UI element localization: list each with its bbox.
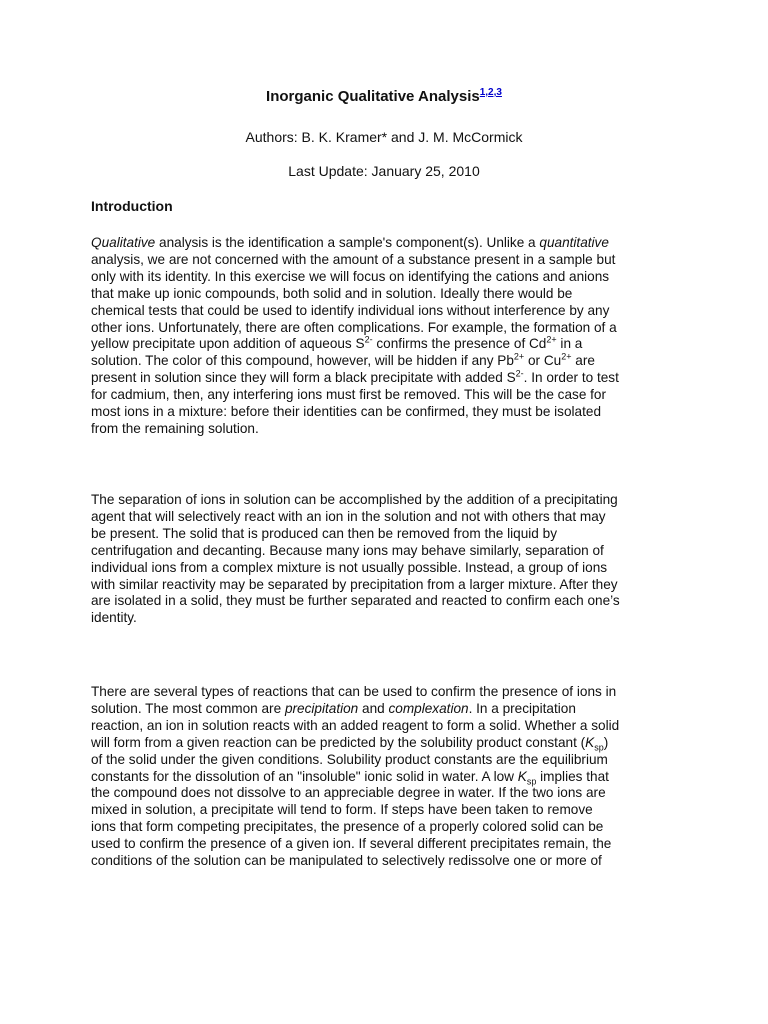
paragraph-line: only with its identity. In this exercise we will focus on identifying the cations and anions (91, 268, 610, 284)
paragraph-line: mixed in solution, a precipitate will tend to form. If steps have been taken to remove (91, 802, 593, 818)
text-run: present in solution since they will form a black precipitate with added S (91, 370, 516, 386)
text-run: solution. The most common are (91, 700, 285, 716)
superscript: 2+ (561, 351, 572, 362)
text-run: yellow precipitate upon addition of aqueous S (91, 336, 365, 352)
paragraph-line (91, 235, 691, 252)
paragraph-line: reaction, an ion in solution reacts with an added reagent to form a solid. Whether a solid (91, 717, 620, 733)
paragraph-line: for cadmium, then, any interfering ions must first be removed. This will be the case for (91, 387, 607, 403)
text-run: constants for the dissolution of an "insoluble" ionic solid in water. A low (91, 768, 518, 784)
paragraph-line (91, 370, 691, 387)
paragraph-line: from the remaining solution. (91, 420, 259, 436)
document-title (0, 88, 768, 105)
paragraph-line: be present. The solid that is produced can then be removed from the liquid by (91, 525, 557, 541)
subscript: sp (526, 776, 537, 787)
paragraph-line: with similar reactivity may be separated by precipitation from a larger mixture. After they (91, 576, 618, 592)
emphasis: K (585, 734, 595, 750)
paragraph-2 (91, 492, 691, 627)
text-run: confirms the presence of Cd (372, 336, 547, 352)
paragraph-line: chemical tests that could be used to identify individual ions without interference by any (91, 302, 610, 318)
paragraph-line: are isolated in a solid, they must be further separated and reacted to confirm each one’s (91, 593, 620, 609)
text-run: are (571, 353, 595, 369)
title-text: Inorganic Qualitative Analysis (266, 88, 480, 105)
text-run: analysis is the identification a sample's component(s). Unlike a (155, 235, 540, 250)
superscript: 2- (364, 334, 373, 345)
paragraph-line: conditions of the solution can be manipulated to selectively redissolve one or more of (91, 853, 602, 869)
text-run: solution. The color of this compound, however, will be hidden if any Pb (91, 353, 514, 369)
text-run: and (358, 700, 389, 716)
text-run: in a (556, 336, 583, 352)
section-heading: Introduction (91, 198, 173, 214)
emphasis: K (517, 768, 527, 784)
paragraph-line (91, 353, 691, 370)
paragraph-line: centrifugation and decanting. Because many ions may behave similarly, separation of (91, 542, 604, 558)
text-run: will form from a given reaction can be predicted by the solubility product constant ( (91, 734, 586, 750)
text-run: . In a precipitation (468, 700, 576, 716)
text-run: implies that (536, 768, 609, 784)
paragraph-line (91, 735, 691, 752)
paragraph-line: The separation of ions in solution can be accomplished by the addition of a precipitating (91, 492, 618, 507)
text-run: ) (603, 734, 609, 750)
paragraph-line: the compound does not dissolve to an appreciable degree in water. If the two ions are (91, 785, 606, 801)
paragraph-line (91, 701, 691, 718)
paragraph-line: individual ions from a complex mixture is not usually possible. Instead, a group of ions (91, 559, 608, 575)
paragraph-line: agent that will selectively react with an ion in the solution and not with others that may (91, 508, 606, 524)
superscript: 2- (515, 368, 524, 379)
emphasis: precipitation (284, 700, 359, 716)
superscript: 2+ (513, 351, 525, 362)
paragraph-line: analysis, we are not concerned with the amount of a substance present in a sample but (91, 251, 616, 267)
paragraph-1 (91, 235, 691, 438)
title-reference-link[interactable]: 1,2,3 (479, 87, 502, 98)
paragraph-line: There are several types of reactions that can be used to confirm the presence of ions in (91, 684, 617, 699)
authors-line: Authors: B. K. Kramer* and J. M. McCormick (245, 129, 523, 145)
text-run: . In order to test (523, 370, 619, 386)
subscript: sp (594, 742, 604, 753)
paragraph-line: identity. (91, 610, 137, 626)
paragraph-line: most ions in a mixture: before their identities can be confirmed, they must be isolated (91, 404, 602, 420)
paragraph-line: used to confirm the presence of a given ion. If several different precipitates remain, the (91, 836, 612, 852)
paragraph-line: that make up ionic compounds, both solid and in solution. Ideally there would be (91, 285, 573, 301)
paragraph-line: other ions. Unfortunately, there are often complications. For example, the formation of a (91, 319, 617, 335)
paragraph-line (91, 769, 691, 786)
paragraph-line (91, 336, 691, 353)
paragraph-line: of the solid under the given conditions. Solubility product constants are the equilibrium (91, 751, 608, 767)
emphasis: Qualitative (91, 235, 156, 250)
paragraph-line: ions that form competing precipitates, the presence of a properly colored solid can be (91, 819, 604, 835)
superscript: 2+ (546, 334, 557, 345)
paragraph-3 (91, 684, 691, 870)
text-run: or Cu (524, 353, 562, 369)
emphasis: quantitative (539, 235, 609, 250)
last-update-line: Last Update: January 25, 2010 (288, 163, 480, 179)
emphasis: complexation (388, 700, 469, 716)
